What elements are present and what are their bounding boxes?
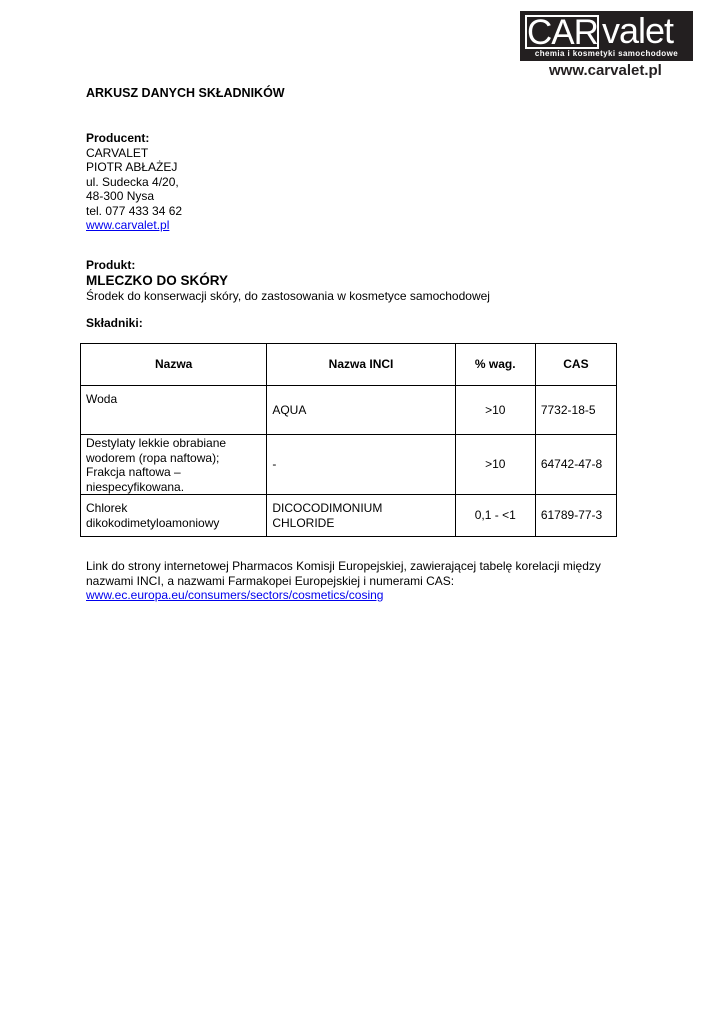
document-title: ARKUSZ DANYCH SKŁADNIKÓW (86, 86, 285, 100)
table-row (81, 495, 617, 537)
product-name: MLECZKO DO SKÓRY (86, 272, 229, 288)
cell-inci (267, 386, 455, 435)
logo-car-text: CAR (527, 13, 598, 52)
cell-name (81, 435, 267, 495)
cell-cas: 61789-77-3 (535, 495, 616, 537)
brand-logo (520, 11, 693, 61)
product-label: Produkt: (86, 258, 136, 272)
cell-cas: 64742-47-8 (535, 435, 616, 495)
logo-tagline: chemia i kosmetyki samochodowe (534, 49, 679, 58)
product-section (86, 258, 490, 303)
cell-name (81, 495, 267, 537)
cell-text: Woda (86, 392, 118, 406)
table-row (81, 435, 617, 495)
header-name: Nazwa (81, 344, 267, 386)
producer-website-link[interactable]: www.carvalet.pl (86, 218, 170, 232)
table-row (81, 386, 617, 435)
ingredients-table (80, 343, 617, 537)
logo-valet-text: valet (602, 10, 674, 51)
producer-label: Producent: (86, 131, 150, 145)
cell-text: AQUA (272, 402, 307, 417)
cell-cas: 7732-18-5 (535, 386, 616, 435)
table-header-row (81, 344, 617, 386)
cell-text: Destylaty lekkie obrabiane (86, 436, 227, 450)
cell-text: CHLORIDE (272, 515, 335, 530)
product-description: Środek do konserwacji skóry, do zastosowania w kosmetyce samochodowej (86, 288, 490, 303)
producer-line: CARVALET (86, 145, 149, 160)
cell-text: dikokodimetyloamoniowy (86, 515, 220, 530)
footer-note (86, 559, 601, 603)
header-inci: Nazwa INCI (267, 344, 455, 386)
cell-text: DICOCODIMONIUM (272, 501, 383, 515)
cell-text: - (272, 457, 277, 472)
cell-percent: >10 (455, 435, 535, 495)
ingredients-label: Składniki: (86, 316, 143, 330)
cell-percent: >10 (455, 386, 535, 435)
producer-section (86, 131, 182, 233)
cosing-link[interactable]: www.ec.europa.eu/consumers/sectors/cosmetics/cosing (86, 588, 384, 602)
header-cas: CAS (535, 344, 616, 386)
footer-line: Link do strony internetowej Pharmacos Komisji Europejskiej, zawierającej tabelę korelacji między (86, 559, 601, 573)
cell-text: niespecyfikowana. (86, 479, 185, 494)
footer-line: nazwami INCI, a nazwami Farmakopei Europejskiej i numerami CAS: (86, 573, 455, 588)
logo-url: www.carvalet.pl (549, 62, 662, 79)
cell-name (81, 386, 267, 435)
cell-inci (267, 495, 455, 537)
producer-line: ul. Sudecka 4/20, (86, 174, 179, 189)
producer-line: 48-300 Nysa (86, 189, 155, 203)
cell-text: Chlorek (86, 501, 128, 515)
cell-inci (267, 435, 455, 495)
cell-text: wodorem (ropa naftowa); (86, 450, 220, 465)
producer-line: tel. 077 433 34 62 (86, 203, 183, 218)
header-percent: % wag. (455, 344, 535, 386)
producer-line: PIOTR ABŁAŻEJ (86, 160, 178, 174)
cell-percent: 0,1 - <1 (455, 495, 535, 537)
cell-text: Frakcja naftowa – (86, 465, 181, 479)
